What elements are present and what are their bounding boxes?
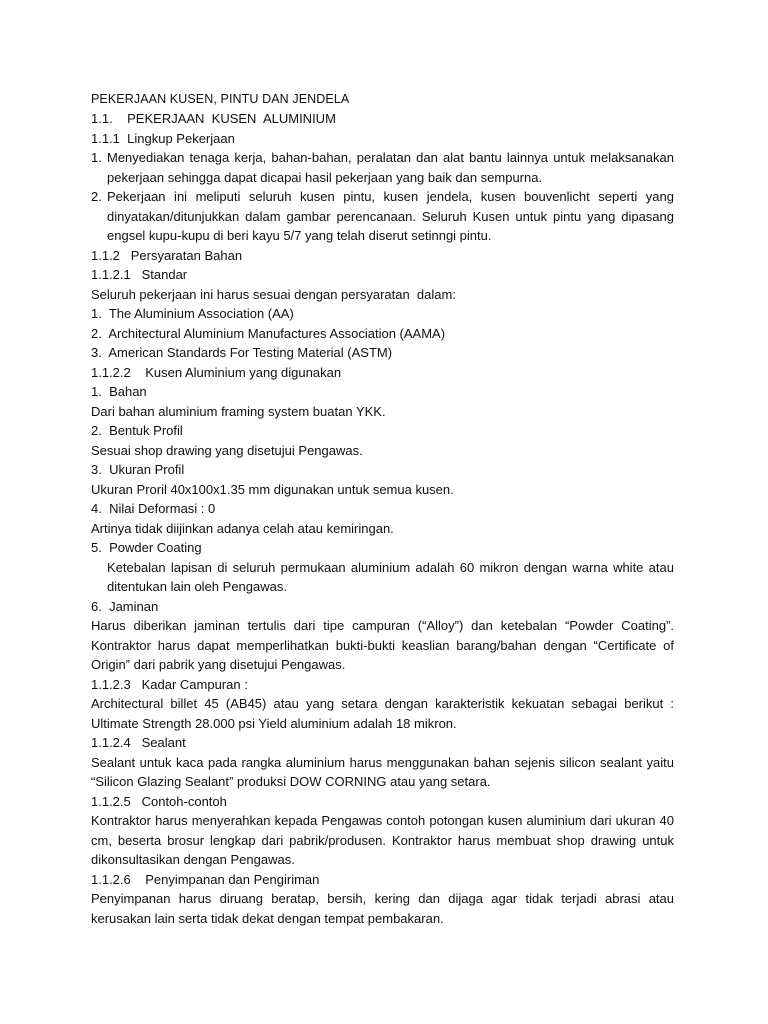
penyimpanan-text: Penyimpanan harus diruang beratap, bersih, kering dan dijaga agar tidak terjadi abrasi atau kerusakan lain serta tidak dekat dengan tempat pembakaran. — [91, 891, 674, 926]
standard-item: 1. The Aluminium Association (AA) — [91, 306, 294, 321]
scope-item-2-text: Pekerjaan ini meliputi seluruh kusen pintu, kusen jendela, kusen bouvenlicht seperti yang dinyatakan/ditunjukkan dalam gambar perencanaan. Seluruh Kusen untuk pintu yang dipasang engsel kupu-kupu di beri kayu 5/7 yang telah diserut setinngi pintu. — [107, 189, 674, 243]
powder-coating-text: Ketebalan lapisan di seluruh permukaan aluminium adalah 60 mikron dengan warna white atau ditentukan lain oleh Pengawas. — [107, 559, 674, 594]
section-heading-1-1-2-5: 1.1.2.5 Contoh-contoh — [91, 793, 227, 809]
item-heading-bahan: 1. Bahan — [91, 384, 147, 399]
section-heading-1-1-2-2: 1.1.2.2 Kusen Aluminium yang digunakan — [91, 364, 342, 380]
standard-item: 2. Architectural Aluminium Manufactures Association (AAMA) — [91, 325, 446, 341]
scope-item-1-text: Menyediakan tenaga kerja, bahan-bahan, peralatan dan alat bantu lainnya untuk melaksanakan pekerjaan sehingga dapat dicapai hasil pekerjaan yang baik dan sempurna. — [107, 150, 674, 185]
item-text-ukuran-profil: Ukuran Proril 40x100x1.35 mm digunakan untuk semua kusen. — [91, 481, 454, 497]
section-heading-1-1-2-6: 1.1.2.6 Penyimpanan dan Pengiriman — [91, 871, 320, 887]
document-title: PEKERJAAN KUSEN, PINTU DAN JENDELA — [91, 92, 350, 106]
section-heading-1-1-2-4: 1.1.2.4 Sealant — [91, 735, 186, 750]
document-page — [91, 90, 674, 928]
item-heading-bentuk-profil: 2. Bentuk Profil — [91, 423, 183, 438]
section-heading-1-1-2: 1.1.2 Persyaratan Bahan — [91, 247, 243, 263]
scope-item-1-number: 1. — [91, 150, 102, 165]
standards-intro: Seluruh pekerjaan ini harus sesuai dengan persyaratan dalam: — [91, 286, 456, 302]
contoh-text: Kontraktor harus menyerahkan kepada Pengawas contoh potongan kusen aluminium dari ukuran 40 cm, beserta brosur lengkap dari pabrik/produsen. Kontraktor harus membuat shop drawing untuk dikonsultasikan dengan Pengawas. — [91, 813, 674, 867]
sealant-text: Sealant untuk kaca pada rangka aluminium harus menggunakan bahan sejenis silicon sealant yaitu “Silicon Glazing Sealant” produksi DOW CORNING atau yang setara. — [91, 754, 674, 789]
kadar-campuran-text: Architectural billet 45 (AB45) atau yang setara dengan karakteristik kekuatan sebagai berikut : Ultimate Strength 28.000 psi Yield aluminium adalah 18 mikron. — [91, 696, 674, 731]
section-heading-1-1-2-1: 1.1.2.1 Standar — [91, 267, 188, 282]
section-heading-1-1: 1.1. PEKERJAAN KUSEN ALUMINIUM — [91, 111, 336, 126]
item-heading-jaminan: 6. Jaminan — [91, 598, 159, 614]
scope-item-2-number: 2. — [91, 189, 102, 204]
scope-item-1 — [91, 148, 674, 187]
item-text-jaminan: Harus diberikan jaminan tertulis dari tipe campuran (“Alloy”) dan ketebalan “Powder Coating”. Kontraktor harus dapat memperlihatkan bukti-bukti keaslian barang/bahan dengan “Certificate of Origin” dari pabrik yang disetujui Pengawas. — [91, 618, 674, 672]
item-text-nilai-deformasi: Artinya tidak diijinkan adanya celah atau kemiringan. — [91, 520, 394, 536]
section-heading-1-1-2-3: 1.1.2.3 Kadar Campuran : — [91, 676, 248, 692]
item-heading-ukuran-profil: 3. Ukuran Profil — [91, 462, 185, 477]
item-text-bentuk-profil: Sesuai shop drawing yang disetujui Pengawas. — [91, 442, 363, 458]
standard-item: 3. American Standards For Testing Material (ASTM) — [91, 345, 393, 360]
scope-item-2 — [91, 187, 674, 246]
item-heading-nilai-deformasi: 4. Nilai Deformasi : 0 — [91, 501, 216, 516]
item-heading-powder-coating: 5. Powder Coating — [91, 540, 202, 555]
item-text-powder-coating — [91, 558, 674, 597]
item-text-bahan: Dari bahan aluminium framing system buatan YKK. — [91, 403, 386, 419]
section-heading-1-1-1: 1.1.1 Lingkup Pekerjaan — [91, 130, 235, 146]
